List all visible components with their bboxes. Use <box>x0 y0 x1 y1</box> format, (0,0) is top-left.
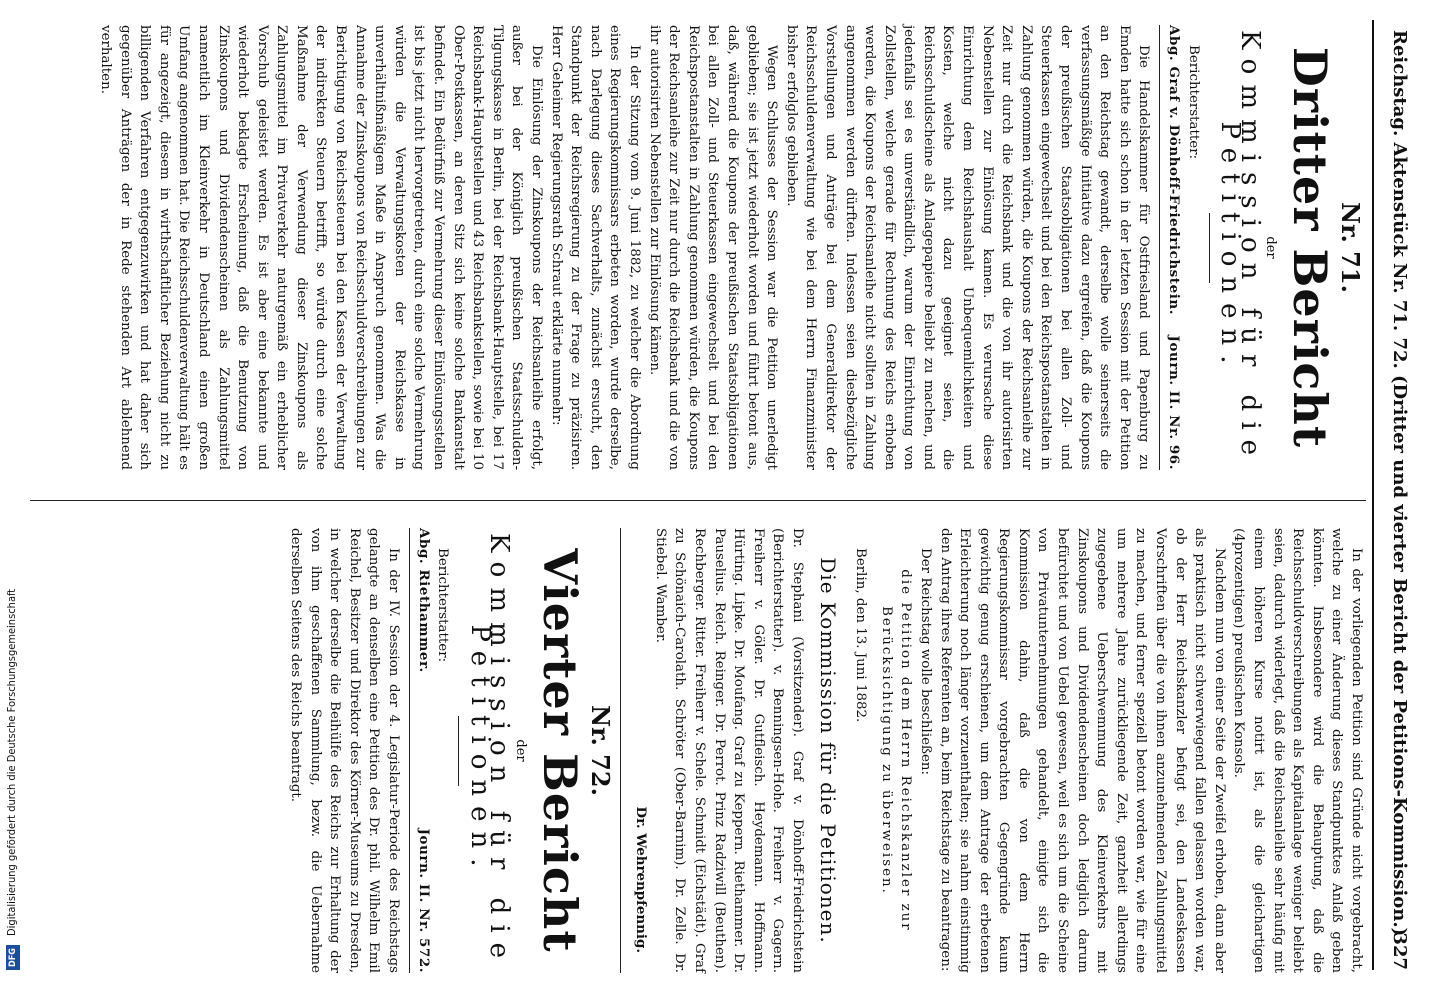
report-72-rapporteur-name: Abg. Riethammer. <box>415 528 432 673</box>
commission-members: Dr. Stephani (Vorsitzender). Graf v. Dönhoff-Friedrichstein (Berichterstatter). v. Benningsen-Hohe. Freiherr v. Gagern. Freiherr v. Göler. Dr. Gutfleisch. Heydemann. Hoffmann. Hürting. Lipke. Dr. Moufang. Graf zu Keppern. Riethammer. Dr. Pauselius. Reich. Reinger. Dr. Perrot. Prinz Radziwill (Beuthen). Rechberger. Ritter. Freiherr v. Schele. Schmidt (Eichstädt). Graf zu Schönaich-Carolath. Schröter (Ober-Barnim). Dr. Zelle. Dr. Stiebel. Wamber. <box>652 528 805 973</box>
date-line: Berlin, den 13. Juni 1882. <box>853 548 869 723</box>
commission-heading: Die Kommission für die Petitionen. <box>815 557 840 944</box>
report-72-number: Nr. 72. <box>585 705 615 796</box>
digitization-credit-text: Digitalisierung gefördert durch die Deutsche Forschungsgemeinschaft <box>5 588 18 936</box>
report-71-paragraph: Die Handelskammer für Ostfriesland und Papenburg zu Emden hatte sich schon in der letzten Session mit der Petition an den Reichstag gewandt, derselbe wolle seinerseits die verfassungsmäßige Initiative dazu ergreifen, daß die Koupons der preußischen Staatsobligationen bei allen Zoll- und Steuerkassen eingewechselt und bei den Reichspostanstalten in Zahlung genommen würden, die Koupons der Reichsanleihe zur Zeit nur durch die Reichsbank und die von ihr autorisirten Nebenstellen zur Einlösung kamen. Es verursache diese Einrichtung dem Reichshaushalt Unbequemlichkeiten und Kosten, welche nicht dazu geeignet seien, die Reichsschuldscheine als Anlagepapiere beliebt zu machen, und jedenfalls sei es unverständlich, warum der Einrichtung von Zollstellen, welche gerade für Rechnung des Reichs erhoben werden, die Koupons der Reichsanleihe nicht sollten in Zahlung angenommen werden dürften. Indessen seien diesbezügliche Vorstellungen und Anträge bei dem Generaldirektor der Reichsschuldenverwaltung wie bei dem Herrn Finanzminister bisher erfolglos geblieben. <box>783 25 1152 470</box>
report-72-paragraph: In der IV. Session der 4. Legislatur-Periode des Reichstags gelangte an denselben eine Petition des Dr. phil. Wilhelm Emil Reichel, Besitzer und Direktor des Körner-Museums zu Dresden, in welcher derselbe die Beihülfe des Reichs zur Erhaltung der von ihm geschaffenen Sammlung, bezw. die Uebernahme derselben Seitens des Reichs beantragt. <box>288 528 402 973</box>
report-72-der: der <box>513 739 529 762</box>
report-71-paragraph: In der vorliegenden Petition sind Gründe nicht vorgebracht, welche zu einer Änderung dieses Standpunktes Anlaß geben könnten. Insbesondere wird die Behauptung, daß die Reichsschuldverschreibungen als Kapitalanlage weniger beliebt seien, dadurch widerlegt, daß die Reichsanleihe sehr häufig mit einem höheren Kurse notirt ist, als die gleichartigen (4prozentigen) preußischen Konsols. <box>1231 528 1364 973</box>
report-72-title: Vierter Bericht <box>533 548 588 953</box>
column-divider <box>30 500 1366 501</box>
report-72-rapporteur-row <box>409 528 433 973</box>
title-rule <box>1209 213 1210 283</box>
report-72-journal-ref: Journ. II. Nr. 572. <box>415 828 432 973</box>
report-71-paragraph: Wegen Schlusses der Session war die Petition unerledigt geblieben; sie ist jetzt wiederholt worden und führt betont aus, daß, während die Koupons der preußischen Staatsobligationen bei allen Zoll- und Steuerkassen eingewechselt und bei den Reichspostanstalten in Zahlung genommen würden, die Koupons der Reichsanleihe zur Zeit nur durch die Reichsbank und die von ihr autorisirten Nebenstellen zur Einlösung kämen. <box>646 25 780 470</box>
report-72-commission: Kommission für die Petitionen. <box>464 532 515 969</box>
page-number: 327 <box>1389 932 1410 970</box>
proposal-intro: Der Reichstag wolle beschließen: <box>917 548 933 776</box>
report-71-number: Nr. 71. <box>1336 202 1365 293</box>
report-71-paragraph: Nachdem nun von einer Seite der Zweifel erhoben, dann aber als praktisch nicht schwerwiegend fallen gelassen worden war, ob der Herr Reichskanzler befugt sei, den Landeskassen Vorschriften über die von ihnen anzunehmenden Zahlungsmittel zu machen, und ferner speziell betont worden war, wie für eine um mehrere Jahre zurückliegende Zeit, ganzheit allerdings zugegebene Ueberschwemmung des Kleinverkehrs mit Zinskoupons und Dividendenscheinen doch lediglich darum befürchtet und von Uebel gewesen, weil es sich um die Scheine von Privatunternehmungen gehandelt, einigte sich die Kommission dahin, daß die von dem Herrn Regierungskommissar vorgebrachten Gegengründe kaum gewichtig genug erschienen, um dem Antrage der erbetenen Erleichterung noch länger vorzuenthalten; sie nahm einstimmig den Antrag ihres Referenten an, beim Reichstage zu beantragen: <box>937 528 1227 973</box>
report-71-journal-ref: Journ. II. Nr. 96. <box>1166 335 1183 470</box>
report-71-rapporteur-name: Abg. Graf v. Dönhoff-Friedrichstein. <box>1166 25 1183 315</box>
right-column <box>20 528 1366 973</box>
report-71-rapporteur-row <box>1159 25 1183 470</box>
report-72-rapporteur-label: Berichterstatter: <box>435 548 451 663</box>
running-head-title: Reichstag. Aktenstück Nr. 71. 72. (Dritter und vierter Bericht der Petitions-Kommission.) <box>1389 30 1410 937</box>
title-rule <box>458 716 459 786</box>
report-71-title: Dritter Bericht <box>1283 46 1338 449</box>
report-71-der: der <box>1263 236 1279 259</box>
left-column <box>20 25 1366 470</box>
section-rule <box>620 528 621 973</box>
report-71-paragraph: In der Sitzung vom 9. Juni 1882, zu welcher die Abordnung eines Regierungskommissars erbeten worden, wurde derselbe, nach Darlegung dieses Sachverhalts, zunächst ersucht, den Standpunkt der Reichsregierung zu der Frage zu präzisiren. Herr Geheimer Regierungsrath Schraut erklärte nunmehr: <box>548 25 642 470</box>
header-rule <box>1372 20 1374 970</box>
dfg-logo: DFG <box>6 945 20 970</box>
signer: Dr. Wehrenpfennig. <box>633 806 650 953</box>
proposal-text: die Petition dem Herrn Reichskanzler zur Berücksichtigung zu überweisen. <box>878 569 914 932</box>
report-71-paragraph: Die Einlösung der Zinskoupons der Reichsanleihe erfolgt, außer bei der Königlich preußischen Staatsschulden-Tilgungskasse in Berlin, bei der Reichsbank-Hauptstelle, bei 17 Reichsbank-Hauptstellen und 43 Reichsbankstellen, sowie bei 10 Ober-Postkassen, an deren Sitz sich keine solche Bankanstalt befindet. Ein Bedürfniß zur Vermehrung dieser Einlösungsstellen ist bis jetzt nicht hervorgetreten, durch eine solche Vermehrung würden die Verwaltungskosten der Reichskasse in unverhältnißmäßigem Maße in Anspruch genommen. Was die Annahme der Zinskoupons von Reichsschuldverschreibungen zur Berichtigung von Reichssteuern bei den Kassen der Verwaltung der indirekten Steuern betrifft, so würde durch eine solche Maßnahme der Verwendung dieser Zinskoupons als Zahlungsmittel im Privatverkehr naturgemäß ein erheblicher Vorschub geleistet werden. Es ist aber eine bekannte und wiederholt beklagte Erscheinung, daß die Benutzung von Zinskoupons und Dividendenscheinen als Zahlungsmittel namentlich im Kleinverkehr in Deutschland einen großen Umfang angenommen hat. Die Reichsschuldenverwaltung hält es für angezeigt, diesem in wirthschaftlicher Beziehung nicht zu billigenden Verfahren entgegenzuwirken und hat daher sich gegenüber Anträgen der in Rede stehenden Art ablehnend verhalten. <box>97 25 545 470</box>
digitization-credit <box>0 0 24 1000</box>
running-head <box>1380 30 1410 970</box>
report-71-rapporteur-label: Berichterstatter: <box>1185 45 1201 160</box>
report-71-commission: Kommission für die Petitionen. <box>1215 29 1265 466</box>
